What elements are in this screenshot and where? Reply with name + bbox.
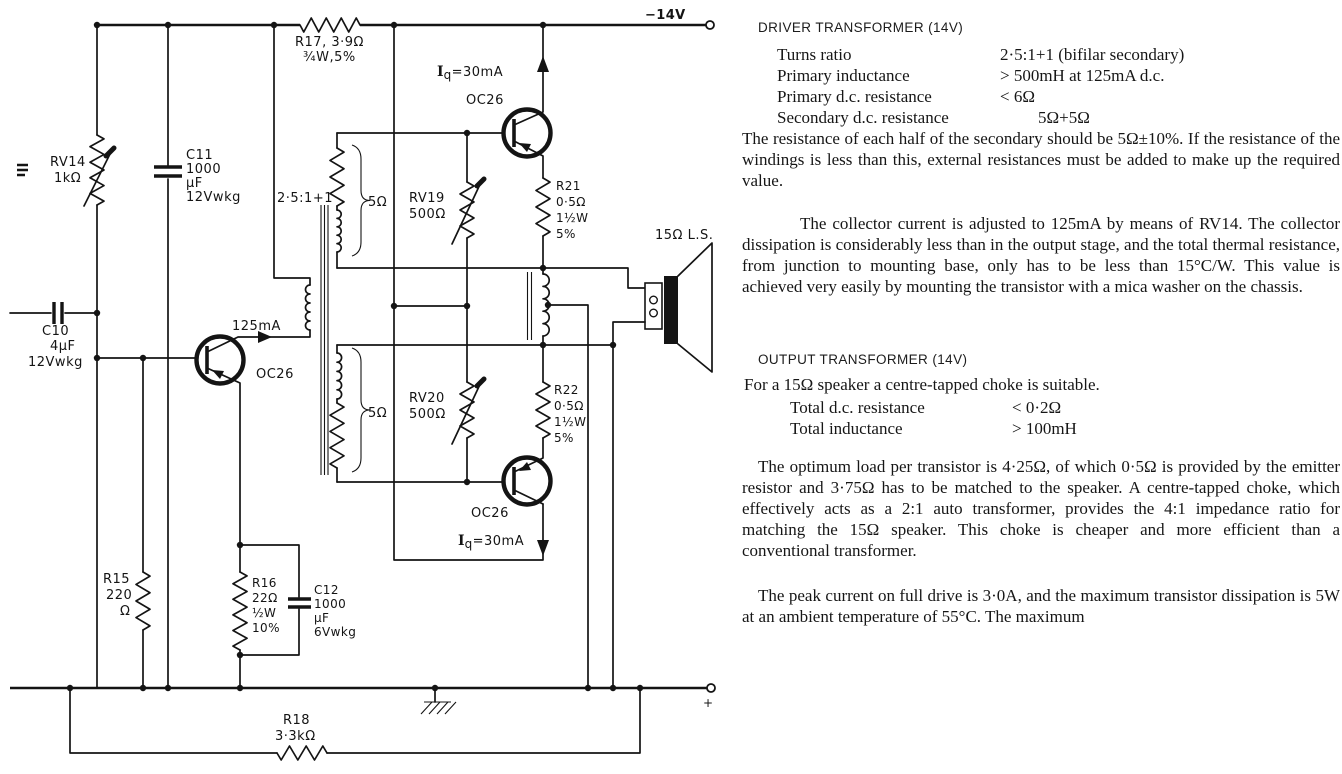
- r16-value-label: 22Ω: [252, 591, 278, 605]
- spec-label: Total d.c. resistance: [790, 398, 925, 417]
- paragraph-collector-current: The collector current is adjusted to 125mA by means of RV14. The collector dissipation is considerably less than in the output stage, and the total thermal resistance, from junction to mounting base, only has to be less than 15°C/W. This value is achieved very easily by mounting the transistor with a mica washer on the chassis.: [742, 214, 1340, 296]
- resistor-r16: [233, 545, 247, 688]
- r16-label: R16: [252, 576, 277, 590]
- rv14-label: RV14: [50, 155, 86, 170]
- battery-plus-label: +: [703, 696, 714, 710]
- rv14-value-label: 1kΩ: [54, 171, 82, 186]
- r16-tolerance-label: 10%: [252, 621, 280, 635]
- c10-value-label: 4µF: [50, 339, 76, 354]
- paragraph-optimum-load: The optimum load per transistor is 4·25Ω, of which 0·5Ω is provided by the emitter resistor and 3·75Ω has to be matched to the speaker. A centre-tapped choke, which effectively acts as a 2:1 auto transformer, provides the 4:1 impedance ratio for matching the 15Ω speaker. This choke is cheaper and more efficient than a conventional transformer.: [742, 457, 1340, 560]
- upper-transistor-label: OC26: [466, 93, 504, 108]
- r15-label: R15: [103, 572, 131, 587]
- driver-transistor-label: OC26: [256, 367, 294, 382]
- spec-label: Primary inductance: [777, 66, 910, 85]
- spec-label: Primary d.c. resistance: [777, 87, 932, 106]
- spec-row-primary-inductance: [742, 65, 1340, 86]
- paragraph-peak-current: The peak current on full drive is 3·0A, and the maximum transistor dissipation is 5W at an ambient temperature of 55°C. The maximum: [742, 586, 1340, 626]
- driver-transformer-spec-table: [742, 44, 1340, 128]
- speaker-label: 15Ω L.S.: [655, 228, 714, 243]
- turns-ratio-label: 2·5:1+1: [277, 191, 333, 206]
- spec-row-secondary-dc-resistance: [742, 107, 1340, 128]
- spec-value: < 6Ω: [1000, 87, 1035, 106]
- paragraph-secondary-resistance: The resistance of each half of the secondary should be 5Ω±10%. If the resistance of the windings is less than this, external resistances must be added to make up the required value.: [742, 129, 1340, 190]
- supply-rail: [97, 18, 714, 32]
- transistor-upper-oc26: [504, 25, 551, 178]
- r22-tolerance-label: 5%: [554, 431, 574, 445]
- spec-label: Secondary d.c. resistance: [777, 108, 949, 127]
- resistor-r22: [536, 345, 550, 438]
- transistor-driver-oc26: [197, 330, 311, 545]
- spec-label: Turns ratio: [777, 45, 852, 64]
- r21-label: R21: [556, 179, 581, 193]
- c11-label: C11: [186, 148, 214, 163]
- r22-power-label: 1½W: [554, 415, 587, 429]
- capacitor-c11: [154, 25, 182, 688]
- r15-value-label: 220: [106, 588, 133, 603]
- r21-value-label: 0·5Ω: [556, 195, 586, 209]
- output-transformer-intro: For a 15Ω speaker a centre-tapped choke is suitable.: [744, 375, 1100, 394]
- spec-row-turns-ratio: [742, 44, 1340, 65]
- r22-label: R22: [554, 383, 579, 397]
- winding-top-label: 5Ω: [368, 195, 388, 210]
- resistor-r18: [70, 688, 640, 760]
- ground-rail: [10, 684, 715, 692]
- c12-label: C12: [314, 583, 339, 597]
- supply-terminal: [706, 21, 714, 29]
- r18-value-label: 3·3kΩ: [275, 729, 316, 744]
- rv19-value-label: 500Ω: [409, 207, 446, 222]
- resistor-r15: [136, 358, 150, 688]
- spec-label: Total inductance: [790, 419, 903, 438]
- c12-value-label: 1000: [314, 597, 347, 611]
- ground-terminal: [707, 684, 715, 692]
- output-node-wire: [337, 268, 645, 288]
- loudspeaker: [613, 243, 712, 688]
- c10-label: C10: [42, 324, 70, 339]
- junction-dots: [67, 22, 643, 691]
- spec-row-total-dc-resistance: [742, 397, 1340, 418]
- r21-tolerance-label: 5%: [556, 227, 576, 241]
- iq-top-label: Iq=30mA: [437, 64, 504, 82]
- c12-unit-label: µF: [314, 611, 330, 625]
- spec-value: < 0·2Ω: [1012, 398, 1062, 417]
- r15-unit-label: Ω: [120, 604, 131, 619]
- output-transformer-spec-table: [742, 397, 1340, 439]
- spec-value: 2·5:1+1 (bifilar secondary): [1000, 45, 1185, 64]
- driver-transformer: [274, 25, 370, 482]
- driver-transformer-heading: DRIVER TRANSFORMER (14V): [758, 20, 964, 35]
- r17-rating-label: ¾W,5%: [303, 50, 356, 65]
- print-artifact: [17, 165, 28, 175]
- resistor-r21: [536, 178, 550, 268]
- rv20-value-label: 500Ω: [409, 407, 446, 422]
- spec-value: > 500mH at 125mA d.c.: [1000, 66, 1165, 85]
- spec-value: > 100mH: [1012, 419, 1077, 438]
- r16-power-label: ½W: [252, 606, 277, 620]
- potentiometer-rv20: [452, 378, 484, 482]
- supply-voltage-label: −14V: [645, 8, 686, 23]
- spec-row-total-inductance: [742, 418, 1340, 439]
- driver-current-label: 125mA: [232, 319, 281, 334]
- c12-rating-label: 6Vwkg: [314, 625, 357, 639]
- spec-value: 5Ω+5Ω: [1038, 108, 1090, 127]
- output-choke: [528, 268, 589, 688]
- r22-value-label: 0·5Ω: [554, 399, 584, 413]
- lower-transistor-label: OC26: [471, 506, 509, 521]
- winding-bottom-label: 5Ω: [368, 406, 388, 421]
- c11-value-label: 1000: [186, 162, 222, 177]
- iq-bottom-label: Iq=30mA: [458, 533, 525, 551]
- output-transformer-heading: OUTPUT TRANSFORMER (14V): [758, 352, 968, 367]
- ground-symbol: [421, 688, 456, 714]
- r21-power-label: 1½W: [556, 211, 589, 225]
- r17-label: R17, 3·9Ω: [295, 35, 364, 50]
- capacitor-c10: [10, 302, 97, 324]
- c11-rating-label: 12Vwkg: [186, 190, 241, 205]
- c10-rating-label: 12Vwkg: [28, 355, 83, 370]
- c11-unit-label: µF: [186, 176, 203, 191]
- rv20-label: RV20: [409, 391, 445, 406]
- rv19-label: RV19: [409, 191, 445, 206]
- spec-row-primary-dc-resistance: [742, 86, 1340, 107]
- r18-label: R18: [283, 713, 311, 728]
